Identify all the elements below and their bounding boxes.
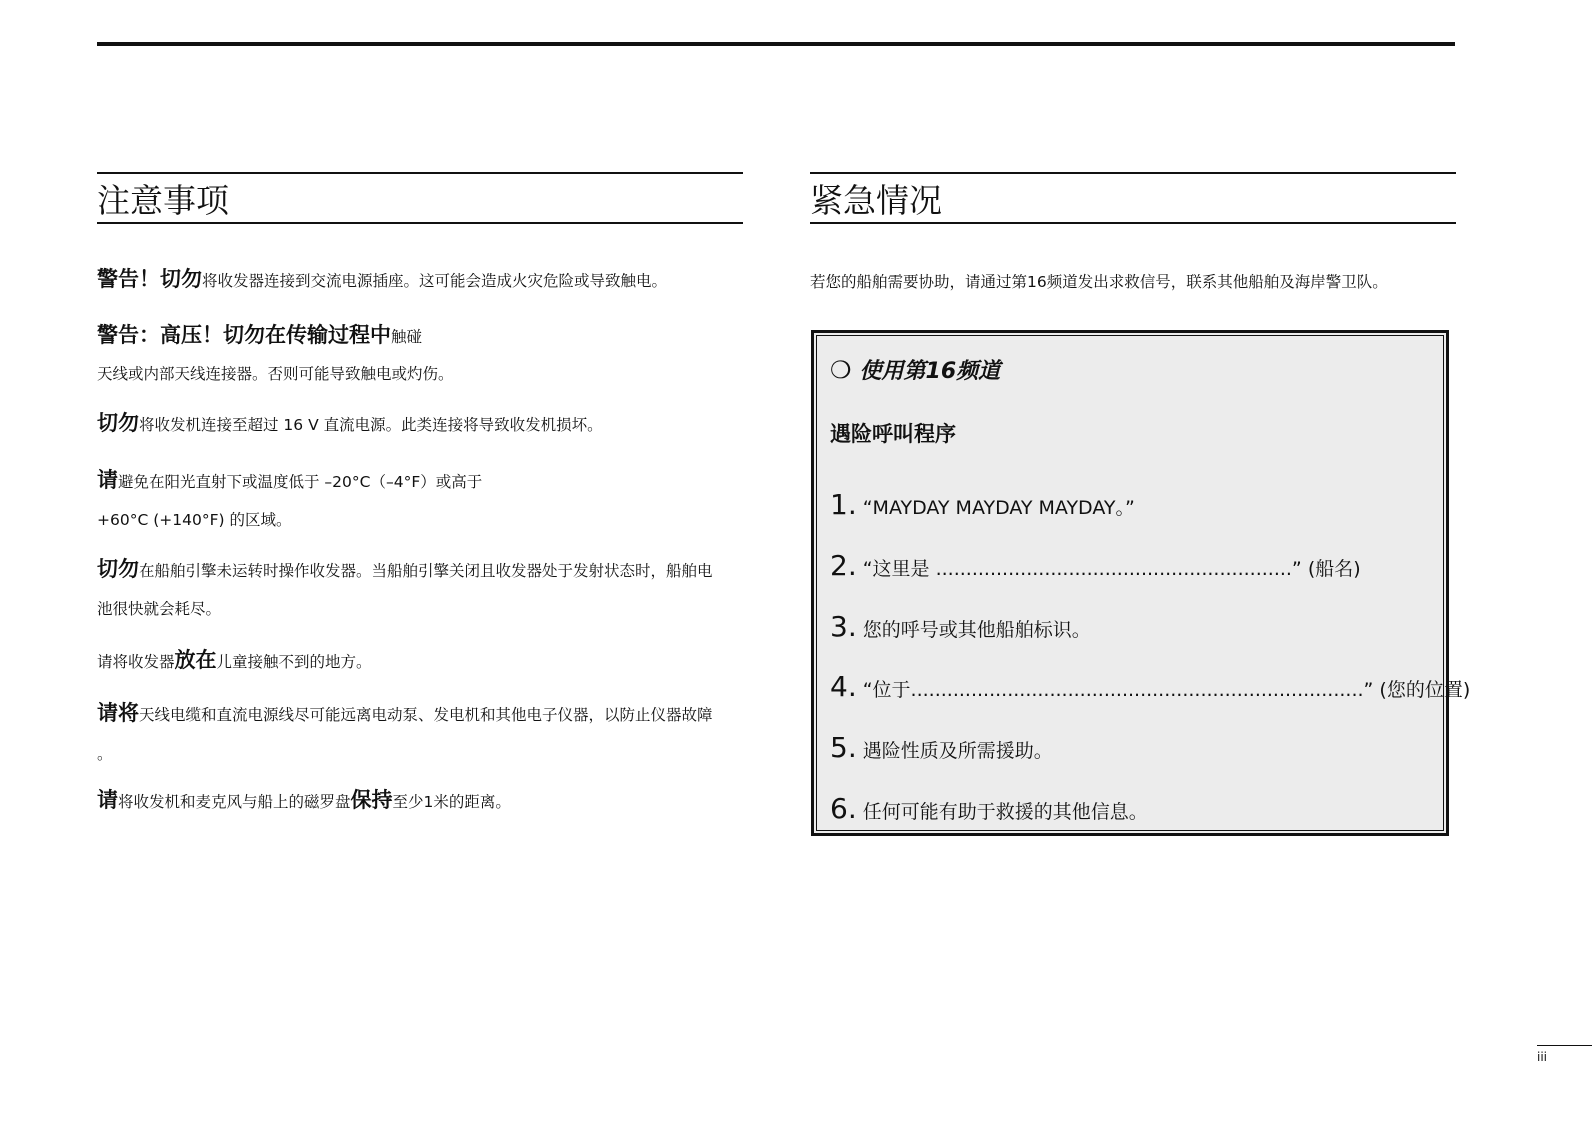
precautions-title: 注意事项	[97, 181, 229, 220]
step-3: 3. 您的呼号或其他船舶标识。	[830, 610, 1091, 643]
caution-compass: 请将收发机和麦克风与船上的磁罗盘保持至少1米的距离。	[97, 788, 511, 812]
emergency-intro: 若您的船舶需要协助，请通过第16频道发出求救信号，联系其他船舶及海岸警卫队。	[810, 273, 1388, 291]
top-rule	[97, 42, 1455, 46]
step-4: 4. “位于...........................................................................” (您的位置)	[830, 670, 1471, 703]
precautions-header	[97, 172, 743, 224]
caution-cables: 请将天线电缆和直流电源线尽可能远离电动泵、发电机和其他电子仪器，以防止仪器故障	[97, 701, 713, 725]
emergency-column	[810, 172, 1471, 825]
step-2: 2. “这里是 ...........................................................” (船名)	[830, 549, 1361, 582]
distress-procedure-heading: 遇险呼叫程序	[830, 422, 956, 446]
caution-children: 请将收发器放在儿童接触不到的地方。	[97, 648, 372, 672]
emergency-title: 紧急情况	[810, 181, 942, 220]
warning-high-voltage: 警告：高压！切勿在传输过程中触碰	[97, 323, 423, 347]
caution-cables-line2: 。	[97, 745, 113, 763]
step-6: 6. 任何可能有助于救援的其他信息。	[830, 792, 1148, 825]
warning-high-voltage-line2: 天线或内部天线连接器。否则可能导致触电或灼伤。	[97, 365, 454, 383]
emergency-header	[810, 172, 1456, 224]
caution-dc-voltage: 切勿将收发机连接至超过 16 V 直流电源。此类连接将导致收发机损坏。	[97, 411, 603, 435]
caution-engine-line2: 池很快就会耗尽。	[97, 600, 222, 618]
page-number: iii	[1537, 1045, 1592, 1064]
caution-engine: 切勿在船舶引擎未运转时操作收发器。当船舶引擎关闭且收发器处于发射状态时，船舶电	[97, 557, 713, 581]
circle-bullet-icon: ❍	[830, 356, 852, 384]
caution-temperature-line2: +60°C (+140°F) 的区域。	[97, 511, 292, 529]
step-5: 5. 遇险性质及所需援助。	[830, 731, 1053, 764]
distress-call-box	[811, 330, 1471, 836]
channel-16-heading: ❍ 使用第16频道	[830, 356, 1001, 384]
step-1: 1. “MAYDAY MAYDAY MAYDAY。”	[830, 488, 1135, 521]
precautions-column	[97, 172, 743, 812]
caution-temperature: 请避免在阳光直射下或温度低于 –20°C（–4°F）或高于	[97, 468, 483, 492]
warning-ac-power: 警告！切勿将收发器连接到交流电源插座。这可能会造成火灾危险或导致触电。	[97, 267, 668, 291]
